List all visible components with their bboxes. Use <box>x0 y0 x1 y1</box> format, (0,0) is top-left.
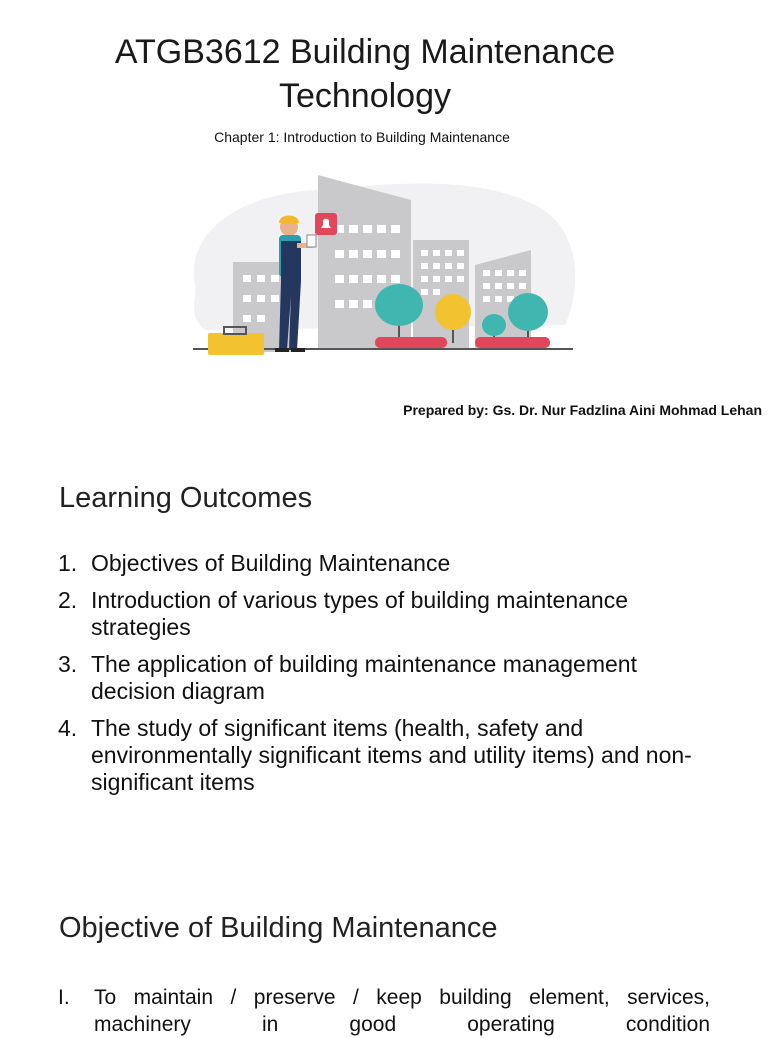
list-item <box>58 715 718 796</box>
list-text: The application of building maintenance management decision diagram <box>91 651 637 704</box>
chapter-subtitle: Chapter 1: Introduction to Building Maintenance <box>214 129 510 145</box>
slide-title-line-1: ATGB3612 Building Maintenance <box>114 33 616 71</box>
slide-title <box>40 30 690 118</box>
list-item <box>58 651 718 705</box>
prepared-by: Prepared by: Gs. Dr. Nur Fadzlina Aini Mohmad Lehan <box>403 402 762 418</box>
title-slide <box>0 0 768 440</box>
list-item <box>58 587 718 641</box>
building-maintenance-illustration <box>175 165 585 370</box>
red-shrub-1 <box>375 337 447 348</box>
list-item <box>58 550 718 577</box>
slide-title-line-2: Technology <box>278 77 451 115</box>
list-text: The study of significant items (health, safety and environmentally significant items and utility items) and non-significant items <box>91 715 692 795</box>
objective-heading: Objective of Building Maintenance <box>59 912 498 944</box>
learning-outcomes-slide <box>0 462 768 882</box>
list-number: 4. <box>58 715 78 741</box>
list-text: Objectives of Building Maintenance <box>91 550 451 576</box>
red-shrub-2 <box>475 337 550 348</box>
objective-slide <box>0 900 768 1036</box>
list-number: 3. <box>58 651 78 677</box>
list-number: 1. <box>58 550 78 576</box>
objective-text: To maintain / preserve / keep building element, services, machinery in good operating condition <box>94 986 710 1036</box>
learning-outcomes-list <box>58 550 718 806</box>
objective-item <box>58 984 710 1038</box>
learning-outcomes-heading: Learning Outcomes <box>59 482 313 514</box>
list-text: Introduction of various types of building maintenance strategies <box>91 587 628 640</box>
roman-numeral: I. <box>58 986 70 1009</box>
list-number: 2. <box>58 587 78 613</box>
